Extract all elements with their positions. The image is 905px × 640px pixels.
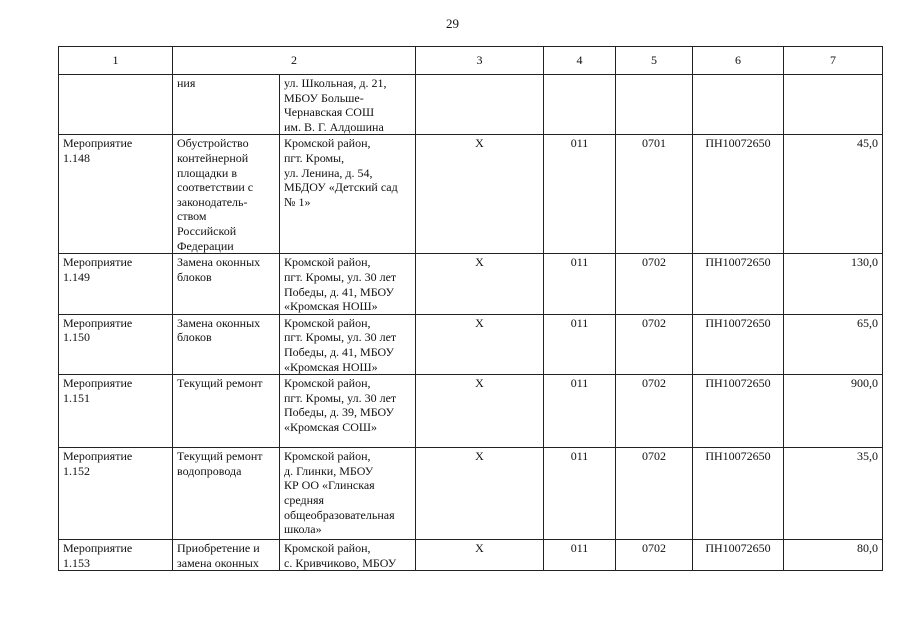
col5-cell: 0702 bbox=[616, 375, 693, 448]
address-cell: ул. Школьная, д. 21, МБОУ Больше- Чернавская СОШ им. В. Г. Алдошина bbox=[280, 75, 416, 135]
col4-cell: 011 bbox=[544, 254, 616, 314]
col6-cell: ПН10072650 bbox=[693, 375, 784, 448]
col6-cell: ПН10072650 bbox=[693, 135, 784, 254]
col3-cell: Х bbox=[416, 135, 544, 254]
col6-cell: ПН10072650 bbox=[693, 314, 784, 374]
event-cell bbox=[59, 75, 173, 135]
col5-cell bbox=[616, 75, 693, 135]
header-cell: 3 bbox=[416, 47, 544, 75]
col4-cell: 011 bbox=[544, 375, 616, 448]
event-cell: Мероприятие 1.151 bbox=[59, 375, 173, 448]
table-row bbox=[59, 314, 883, 374]
col4-cell: 011 bbox=[544, 135, 616, 254]
header-cell: 4 bbox=[544, 47, 616, 75]
col6-cell: ПН10072650 bbox=[693, 254, 784, 314]
page-number: 29 bbox=[446, 16, 459, 31]
event-cell: Мероприятие 1.150 bbox=[59, 314, 173, 374]
address-cell: Кромской район, с. Кривчиково, МБОУ bbox=[280, 540, 416, 571]
header-cell: 7 bbox=[784, 47, 883, 75]
event-cell: Мероприятие 1.152 bbox=[59, 448, 173, 540]
col3-cell: Х bbox=[416, 254, 544, 314]
col6-cell: ПН10072650 bbox=[693, 540, 784, 571]
col7-cell: 65,0 bbox=[784, 314, 883, 374]
header-cell: 5 bbox=[616, 47, 693, 75]
col3-cell: Х bbox=[416, 448, 544, 540]
col7-cell: 80,0 bbox=[784, 540, 883, 571]
name-cell: Текущий ремонт водопровода bbox=[173, 448, 280, 540]
budget-table bbox=[58, 46, 883, 571]
table-row bbox=[59, 75, 883, 135]
address-cell: Кромской район, пгт. Кромы, ул. 30 лет Победы, д. 39, МБОУ «Кромская СОШ» bbox=[280, 375, 416, 448]
col4-cell: 011 bbox=[544, 540, 616, 571]
address-cell: Кромской район, пгт. Кромы, ул. 30 лет Победы, д. 41, МБОУ «Кромская НОШ» bbox=[280, 314, 416, 374]
col7-cell: 900,0 bbox=[784, 375, 883, 448]
col3-cell bbox=[416, 75, 544, 135]
col4-cell: 011 bbox=[544, 314, 616, 374]
col6-cell: ПН10072650 bbox=[693, 448, 784, 540]
col3-cell: Х bbox=[416, 375, 544, 448]
name-cell: Приобретение и замена оконных bbox=[173, 540, 280, 571]
event-cell: Мероприятие 1.148 bbox=[59, 135, 173, 254]
table-row bbox=[59, 254, 883, 314]
col5-cell: 0702 bbox=[616, 448, 693, 540]
name-cell: Обустройство контейнерной площадки в соответствии с законодатель- ством Российской Федерации bbox=[173, 135, 280, 254]
address-cell: Кромской район, пгт. Кромы, ул. Ленина, д. 54, МБДОУ «Детский сад № 1» bbox=[280, 135, 416, 254]
col5-cell: 0701 bbox=[616, 135, 693, 254]
table-row bbox=[59, 135, 883, 254]
col3-cell: Х bbox=[416, 540, 544, 571]
col6-cell bbox=[693, 75, 784, 135]
event-cell: Мероприятие 1.149 bbox=[59, 254, 173, 314]
name-cell: Замена оконных блоков bbox=[173, 254, 280, 314]
col7-cell: 45,0 bbox=[784, 135, 883, 254]
col7-cell: 35,0 bbox=[784, 448, 883, 540]
header-cell: 2 bbox=[173, 47, 416, 75]
name-cell: ния bbox=[173, 75, 280, 135]
col5-cell: 0702 bbox=[616, 254, 693, 314]
table-row bbox=[59, 540, 883, 571]
name-cell: Замена оконных блоков bbox=[173, 314, 280, 374]
table-row bbox=[59, 375, 883, 448]
name-cell: Текущий ремонт bbox=[173, 375, 280, 448]
address-cell: Кромской район, пгт. Кромы, ул. 30 лет Победы, д. 41, МБОУ «Кромская НОШ» bbox=[280, 254, 416, 314]
col5-cell: 0702 bbox=[616, 314, 693, 374]
header-cell: 6 bbox=[693, 47, 784, 75]
col7-cell: 130,0 bbox=[784, 254, 883, 314]
col5-cell: 0702 bbox=[616, 540, 693, 571]
table-row bbox=[59, 448, 883, 540]
header-cell: 1 bbox=[59, 47, 173, 75]
col4-cell bbox=[544, 75, 616, 135]
header-row bbox=[59, 47, 883, 75]
col4-cell: 011 bbox=[544, 448, 616, 540]
address-cell: Кромской район, д. Глинки, МБОУ КР ОО «Глинская средняя общеобразовательная школа» bbox=[280, 448, 416, 540]
col3-cell: Х bbox=[416, 314, 544, 374]
col7-cell bbox=[784, 75, 883, 135]
event-cell: Мероприятие 1.153 bbox=[59, 540, 173, 571]
